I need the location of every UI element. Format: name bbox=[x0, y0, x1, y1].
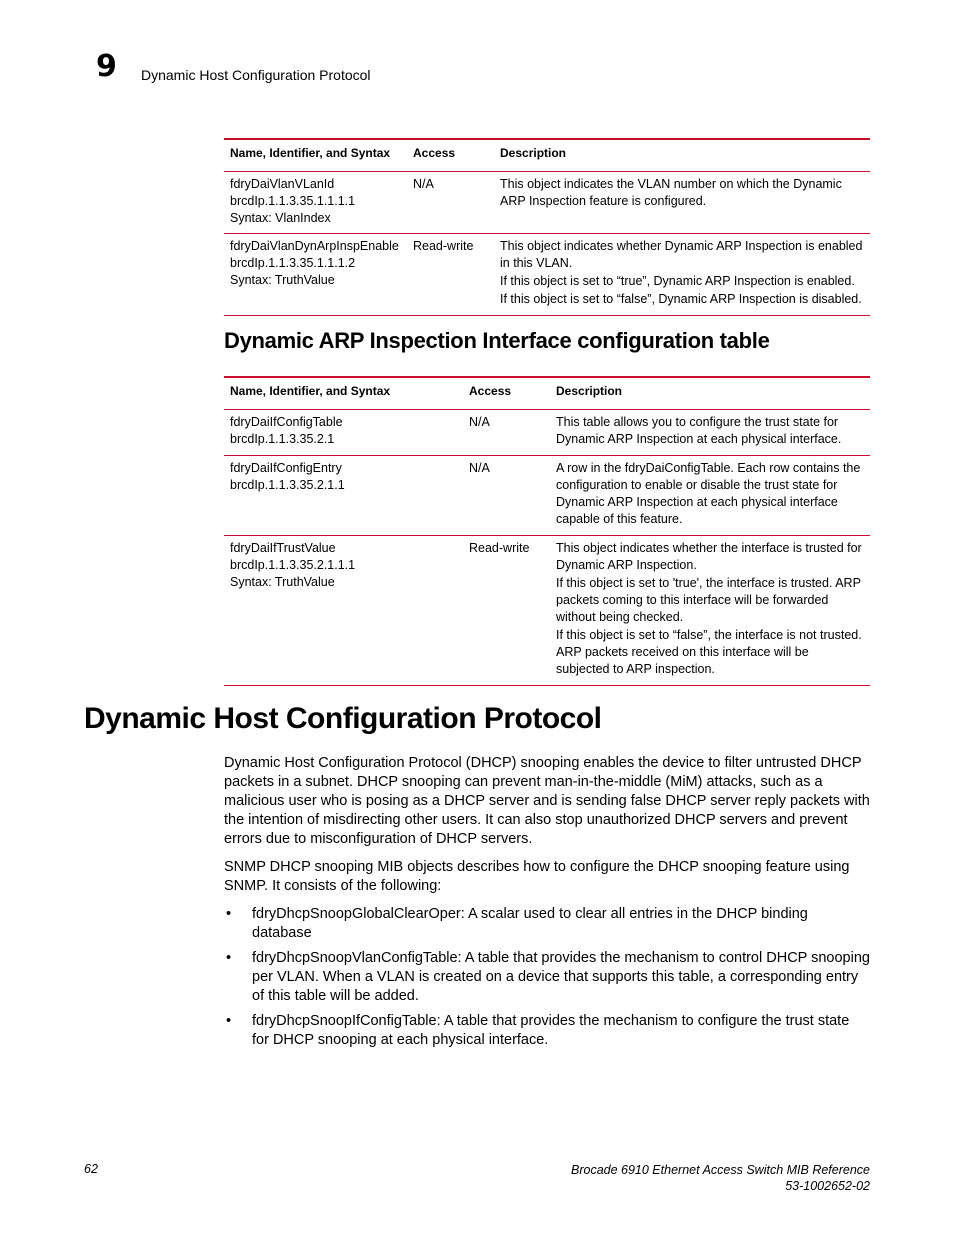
list-item-text: fdryDhcpSnoopVlanConfigTable: A table that provides the mechanism to control DHCP snooping per VLAN. When a VLAN is created on a device that supports this table, a corresponding entry of this table will be added. bbox=[252, 950, 870, 1004]
list-item-text: fdryDhcpSnoopIfConfigTable: A table that provides the mechanism to configure the trust state for DHCP snooping at each physical interface. bbox=[252, 1013, 850, 1048]
bullet-list bbox=[224, 905, 870, 1050]
object-syntax: Syntax: TruthValue bbox=[230, 273, 335, 287]
description-text: This table allows you to configure the trust state for Dynamic ARP Inspection at each physical interface. bbox=[556, 415, 842, 446]
table-row bbox=[224, 234, 870, 316]
body-text bbox=[224, 754, 870, 1056]
list-item bbox=[224, 905, 870, 943]
table-row bbox=[224, 172, 870, 234]
description-text: If this object is set to 'true', the interface is trusted. ARP packets coming to this interface will be forwarded without being checked. bbox=[556, 576, 861, 624]
description-text: If this object is set to “false”, Dynamic ARP Inspection is disabled. bbox=[500, 292, 862, 306]
access-cell: Read-write bbox=[407, 234, 494, 316]
object-syntax: Syntax: TruthValue bbox=[230, 575, 335, 589]
description-cell bbox=[550, 456, 870, 536]
access-cell: N/A bbox=[463, 410, 550, 456]
description-cell bbox=[550, 536, 870, 686]
vlan-dai-table bbox=[224, 138, 870, 316]
list-item-text: fdryDhcpSnoopGlobalClearOper: A scalar used to clear all entries in the DHCP binding database bbox=[252, 906, 808, 941]
bullet-icon: • bbox=[226, 906, 232, 922]
object-name: fdryDaiIfTrustValue bbox=[230, 541, 336, 555]
name-cell bbox=[224, 536, 463, 686]
dai-interface-table bbox=[224, 376, 870, 686]
name-cell bbox=[224, 234, 407, 316]
object-oid: brcdIp.1.1.3.35.1.1.1.1 bbox=[230, 194, 356, 208]
object-name: fdryDaiIfConfigTable bbox=[230, 415, 343, 429]
bullet-icon: • bbox=[226, 1013, 232, 1029]
name-cell bbox=[224, 410, 463, 456]
object-name: fdryDaiVlanVLanId bbox=[230, 177, 335, 191]
list-item bbox=[224, 1012, 870, 1050]
object-syntax: Syntax: VlanIndex bbox=[230, 211, 331, 225]
chapter-title: Dynamic Host Configuration Protocol bbox=[141, 67, 371, 83]
object-oid: brcdIp.1.1.3.35.1.1.1.2 bbox=[230, 256, 356, 270]
description-cell bbox=[494, 234, 870, 316]
bullet-icon: • bbox=[226, 950, 232, 966]
table-row bbox=[224, 456, 870, 536]
column-header: Access bbox=[463, 377, 550, 410]
column-header: Description bbox=[494, 139, 870, 172]
description-text: A row in the fdryDaiConfigTable. Each row contains the configuration to enable or disable the trust state for Dynamic ARP Inspection at each physical interface capable of this feature. bbox=[556, 461, 861, 526]
access-cell: N/A bbox=[463, 456, 550, 536]
description-text: This object indicates whether the interface is trusted for Dynamic ARP Inspection. bbox=[556, 541, 862, 572]
object-oid: brcdIp.1.1.3.35.2.1 bbox=[230, 432, 335, 446]
list-item bbox=[224, 949, 870, 1006]
page-number: 62 bbox=[84, 1162, 98, 1176]
description-text: This object indicates the VLAN number on which the Dynamic ARP Inspection feature is configured. bbox=[500, 177, 842, 208]
section-heading-dai-interface: Dynamic ARP Inspection Interface configuration table bbox=[224, 328, 770, 353]
chapter-number: 9 bbox=[96, 49, 117, 84]
column-header: Description bbox=[550, 377, 870, 410]
name-cell bbox=[224, 456, 463, 536]
description-text: If this object is set to “true”, Dynamic ARP Inspection is enabled. bbox=[500, 274, 855, 288]
section-heading-dhcp: Dynamic Host Configuration Protocol bbox=[84, 702, 602, 735]
description-text: This object indicates whether Dynamic ARP Inspection is enabled in this VLAN. bbox=[500, 239, 863, 270]
table-row bbox=[224, 410, 870, 456]
table-header-row bbox=[224, 139, 870, 172]
description-cell bbox=[550, 410, 870, 456]
description-cell bbox=[494, 172, 870, 234]
column-header: Name, Identifier, and Syntax bbox=[224, 377, 463, 410]
object-oid: brcdIp.1.1.3.35.2.1.1.1 bbox=[230, 558, 356, 572]
table-row bbox=[224, 536, 870, 686]
paragraph: SNMP DHCP snooping MIB objects describes how to configure the DHCP snooping feature using SNMP. It consists of the following: bbox=[224, 859, 850, 894]
object-name: fdryDaiIfConfigEntry bbox=[230, 461, 342, 475]
paragraph: Dynamic Host Configuration Protocol (DHCP) snooping enables the device to filter untrusted DHCP packets in a subnet. DHCP snooping can prevent man-in-the-middle (MiM) attacks, such as a malicious user who is posing as a DHCP server and is sending false DHCP server reply packets with the intention of misdirecting other users. It can also stop unauthorized DHCP servers and prevent errors due to misconfiguration of DHCP servers. bbox=[224, 755, 870, 847]
doc-title: Brocade 6910 Ethernet Access Switch MIB Reference bbox=[571, 1163, 870, 1177]
column-header: Access bbox=[407, 139, 494, 172]
doc-number: 53-1002652-02 bbox=[785, 1179, 870, 1193]
access-cell: Read-write bbox=[463, 536, 550, 686]
object-oid: brcdIp.1.1.3.35.2.1.1 bbox=[230, 478, 345, 492]
description-text: If this object is set to “false”, the interface is not trusted. ARP packets received on this interface will be subjected to ARP inspection. bbox=[556, 628, 862, 676]
name-cell bbox=[224, 172, 407, 234]
column-header: Name, Identifier, and Syntax bbox=[224, 139, 407, 172]
object-name: fdryDaiVlanDynArpInspEnable bbox=[230, 239, 399, 253]
table-header-row bbox=[224, 377, 870, 410]
footer-doc-info bbox=[571, 1162, 870, 1194]
access-cell: N/A bbox=[407, 172, 494, 234]
